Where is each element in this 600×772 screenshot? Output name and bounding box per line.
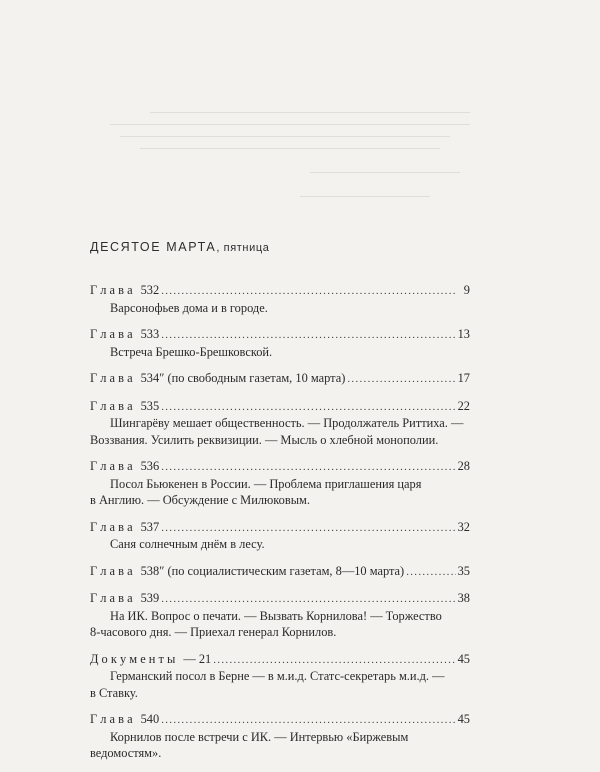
section-title: ДЕСЯТОЕ МАРТА bbox=[90, 240, 217, 254]
bleed-through-mark bbox=[150, 112, 470, 113]
page-number: 22 bbox=[457, 398, 470, 413]
page-number: 35 bbox=[457, 563, 470, 578]
chapter-label: Г л а в а bbox=[90, 591, 133, 605]
toc-entry[interactable] bbox=[90, 563, 470, 581]
chapter-summary-line: Встреча Брешко-Брешковской. bbox=[110, 344, 273, 359]
chapter-label: Г л а в а bbox=[90, 327, 133, 341]
page-number: 17 bbox=[457, 371, 470, 385]
dot-leader bbox=[161, 591, 455, 608]
dot-leader bbox=[213, 652, 455, 669]
chapter-number: — 21 bbox=[183, 651, 212, 666]
chapter-note: ″ (по свободным газетам, 10 марта) bbox=[159, 371, 346, 385]
chapter-label: Д о к у м е н т ы bbox=[90, 651, 176, 666]
bleed-through-mark bbox=[310, 172, 460, 173]
page-number: 32 bbox=[457, 519, 470, 534]
chapter-label: Г л а в а bbox=[90, 283, 133, 297]
dot-leader bbox=[161, 712, 455, 729]
chapter-number: 537 bbox=[140, 519, 160, 534]
dot-leader bbox=[161, 327, 455, 344]
chapter-summary-line: Саня солнечным днём в лесу. bbox=[110, 537, 265, 551]
toc-entry-heading bbox=[90, 398, 470, 416]
toc-entry-heading bbox=[90, 711, 470, 729]
dot-leader bbox=[161, 459, 455, 476]
chapter-summary-line: Посол Бьюкенен в России. — Проблема приглашения царя bbox=[110, 476, 422, 491]
toc-entry[interactable] bbox=[90, 282, 470, 316]
chapter-number: 533 bbox=[140, 327, 160, 341]
page-number: 45 bbox=[457, 712, 470, 726]
dot-leader bbox=[347, 371, 455, 388]
chapter-summary-line: Корнилов после встречи с ИК. — Интервью «Биржевым bbox=[110, 729, 409, 744]
chapter-label: Г л а в а bbox=[90, 371, 133, 385]
page-number: 45 bbox=[457, 651, 470, 666]
chapter-number: 535 bbox=[140, 398, 160, 413]
chapter-summary-line: Варсонофьев дома и в городе. bbox=[110, 300, 268, 315]
toc-entry-heading bbox=[90, 590, 470, 608]
dot-leader bbox=[161, 520, 455, 537]
chapter-summary-line: в Англию. — Обсуждение с Милюковым. bbox=[90, 493, 310, 507]
chapter-summary-line: На ИК. Вопрос о печати. — Вызвать Корнилова! — Торжество bbox=[110, 608, 442, 623]
bleed-through-mark bbox=[140, 148, 440, 149]
page-number: 38 bbox=[457, 591, 470, 605]
toc-entry-heading bbox=[90, 519, 470, 537]
bleed-through-mark bbox=[300, 196, 430, 197]
page-number: 9 bbox=[463, 283, 470, 297]
toc-entry-heading bbox=[90, 326, 470, 344]
toc-entry[interactable] bbox=[90, 458, 470, 509]
chapter-number: 534 bbox=[140, 371, 160, 385]
section-heading bbox=[90, 240, 269, 254]
chapter-summary-line: Германский посол в Берне — в м.и.д. Статс-секретарь м.и.д. — bbox=[110, 669, 445, 683]
toc-entry-heading bbox=[90, 458, 470, 476]
chapter-label: Г л а в а bbox=[90, 563, 133, 578]
chapter-label: Г л а в а bbox=[90, 398, 133, 413]
toc-entry[interactable] bbox=[90, 398, 470, 449]
chapter-label: Г л а в а bbox=[90, 459, 133, 473]
page-number: 13 bbox=[457, 327, 470, 341]
chapter-number: 536 bbox=[140, 459, 160, 473]
chapter-summary-line: Шингарёву мешает общественность. — Продолжатель Риттиха. — bbox=[110, 416, 464, 430]
bleed-through-mark bbox=[110, 124, 470, 125]
chapter-label: Г л а в а bbox=[90, 519, 133, 534]
chapter-number: 539 bbox=[140, 591, 160, 605]
toc-entry-heading bbox=[90, 563, 470, 581]
toc-entry[interactable] bbox=[90, 326, 470, 360]
chapter-number: 538 bbox=[140, 563, 160, 578]
chapter-number: 540 bbox=[140, 712, 160, 726]
chapter-number: 532 bbox=[140, 283, 160, 297]
dot-leader bbox=[161, 399, 455, 416]
chapter-summary-line: в Ставку. bbox=[90, 685, 138, 700]
page-number: 28 bbox=[457, 459, 470, 473]
toc-entry[interactable] bbox=[90, 651, 470, 702]
toc-entry[interactable] bbox=[90, 370, 470, 388]
toc-entry-heading bbox=[90, 282, 470, 300]
toc-entry[interactable] bbox=[90, 519, 470, 553]
chapter-note: ″ (по социалистическим газетам, 8—10 марта) bbox=[159, 563, 405, 578]
chapter-summary-line: 8-часового дня. — Приехал генерал Корнилов. bbox=[90, 625, 337, 639]
chapter-label: Г л а в а bbox=[90, 712, 133, 726]
dot-leader bbox=[406, 564, 455, 581]
bleed-through-mark bbox=[120, 136, 450, 137]
chapter-summary-line: ведомостям». bbox=[90, 746, 162, 760]
dot-leader bbox=[161, 283, 456, 300]
toc-entry-heading bbox=[90, 651, 470, 669]
table-of-contents bbox=[90, 282, 470, 772]
toc-entry-heading bbox=[90, 370, 470, 388]
section-weekday: , пятница bbox=[216, 242, 270, 254]
toc-entry[interactable] bbox=[90, 711, 470, 762]
toc-entry[interactable] bbox=[90, 590, 470, 641]
chapter-summary-line: Воззвания. Усилить реквизиции. — Мысль о хлебной монополии. bbox=[90, 432, 439, 447]
